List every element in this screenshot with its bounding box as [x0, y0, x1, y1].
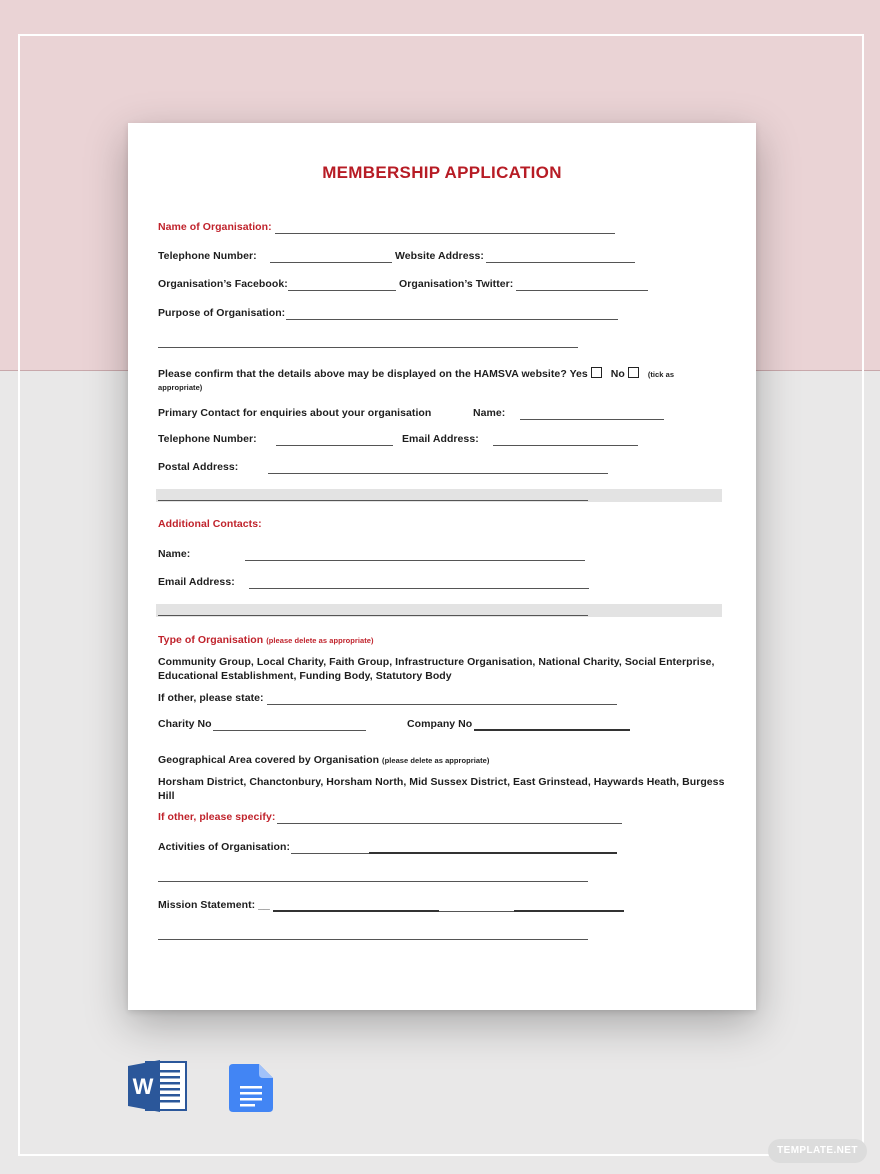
- email-field[interactable]: [493, 445, 638, 446]
- type-of-organisation-label: Type of Organisation: [158, 634, 264, 646]
- mission-statement-text: Mission Statement:: [158, 899, 256, 911]
- google-docs-icon[interactable]: [229, 1064, 273, 1112]
- mission-statement-label: [158, 899, 270, 911]
- if-other-specify-field[interactable]: [277, 823, 622, 824]
- tick-note: (tick as: [647, 370, 675, 379]
- mission-statement-field[interactable]: [273, 910, 439, 912]
- activities-field[interactable]: [369, 852, 617, 854]
- company-no-field[interactable]: [474, 729, 630, 731]
- additional-email-field[interactable]: [249, 588, 589, 589]
- type-of-organisation-heading: [158, 634, 374, 646]
- facebook-field[interactable]: [288, 290, 396, 291]
- primary-contact-label: Primary Contact for enquiries about your organisation: [158, 407, 432, 419]
- additional-name-field[interactable]: [245, 560, 585, 561]
- activities-field-line-2[interactable]: [158, 881, 588, 882]
- no-checkbox[interactable]: [628, 367, 639, 378]
- additional-contacts-heading: Additional Contacts:: [158, 518, 262, 530]
- charity-no-field[interactable]: [213, 730, 366, 731]
- svg-text:W: W: [132, 1074, 154, 1099]
- activities-field-part-1[interactable]: [291, 853, 369, 854]
- activities-label: Activities of Organisation:: [158, 841, 291, 853]
- twitter-field[interactable]: [516, 290, 648, 291]
- name-of-organisation-label: Name of Organisation:: [158, 221, 272, 233]
- postal-address-label: Postal Address:: [158, 461, 239, 473]
- purpose-field[interactable]: [286, 319, 618, 320]
- email-label: Email Address:: [402, 433, 479, 445]
- if-other-state-label: If other, please state:: [158, 692, 264, 704]
- if-other-specify-label: If other, please specify:: [158, 811, 276, 823]
- postal-address-field[interactable]: [268, 473, 608, 474]
- type-options: Community Group, Local Charity, Faith Group, Infrastructure Organisation, National Charity, Social Enterprise, Educational Establishment, Funding Body, Statutory Body: [158, 656, 715, 682]
- company-no-label: Company No: [407, 718, 473, 730]
- mission-prefix: __: [258, 899, 270, 911]
- telephone-field[interactable]: [270, 262, 392, 263]
- document-page: [128, 123, 756, 1010]
- additional-contact-line-2[interactable]: [158, 615, 588, 616]
- form-title: MEMBERSHIP APPLICATION: [322, 163, 562, 182]
- confirm-display-text: Please confirm that the details above may be displayed on the HAMSVA website? Yes: [158, 368, 588, 380]
- facebook-label: Organisation’s Facebook:: [158, 278, 288, 290]
- mission-statement-field-end[interactable]: [514, 910, 624, 912]
- website-label: Website Address:: [395, 250, 484, 262]
- twitter-label: Organisation’s Twitter:: [399, 278, 514, 290]
- confirm-display-question: [158, 367, 674, 380]
- tick-note-continued: appropriate): [158, 383, 203, 392]
- no-label: No: [610, 368, 625, 380]
- telephone-2-field[interactable]: [276, 445, 393, 446]
- purpose-field-line-2[interactable]: [158, 347, 578, 348]
- yes-checkbox[interactable]: [591, 367, 602, 378]
- telephone-2-label: Telephone Number:: [158, 433, 257, 445]
- additional-name-label: Name:: [158, 548, 191, 560]
- type-note: (please delete as appropriate): [266, 636, 374, 645]
- website-field[interactable]: [486, 262, 635, 263]
- primary-name-label: Name:: [473, 407, 506, 419]
- additional-email-label: Email Address:: [158, 576, 235, 588]
- purpose-label: Purpose of Organisation:: [158, 307, 286, 319]
- geographical-area-label: Geographical Area covered by Organisation: [158, 754, 380, 766]
- geographical-area-options: Horsham District, Chanctonbury, Horsham North, Mid Sussex District, East Grinstead, Haywards Heath, Burgess Hill: [158, 776, 725, 802]
- mission-statement-field-gap[interactable]: [439, 911, 514, 912]
- name-of-organisation-field[interactable]: [275, 233, 615, 234]
- geographical-area-heading: [158, 754, 489, 766]
- charity-no-label: Charity No: [158, 718, 212, 730]
- primary-name-field[interactable]: [520, 419, 664, 420]
- mission-statement-field-line-2[interactable]: [158, 939, 588, 940]
- geo-note: (please delete as appropriate): [382, 756, 490, 765]
- template-net-badge[interactable]: TEMPLATE.NET: [768, 1139, 867, 1163]
- telephone-label: Telephone Number:: [158, 250, 257, 262]
- if-other-state-field[interactable]: [267, 704, 617, 705]
- word-icon[interactable]: [128, 1060, 188, 1112]
- postal-address-field-line-2[interactable]: [158, 500, 588, 501]
